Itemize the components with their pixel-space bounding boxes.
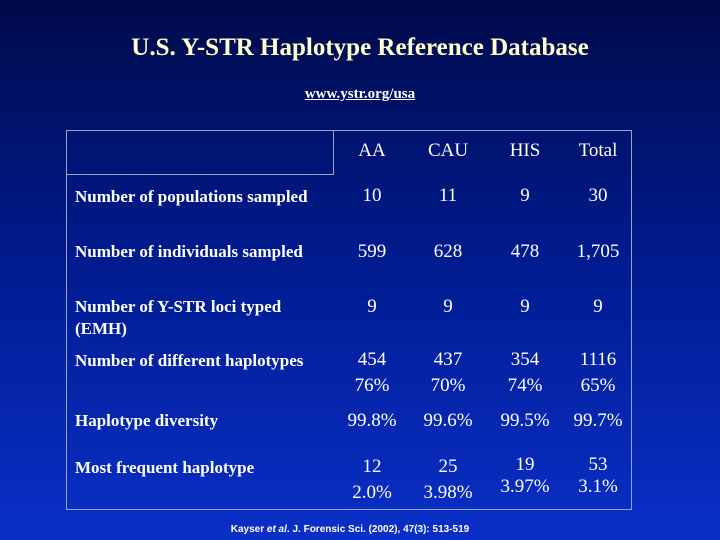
row-label-populations: Number of populations sampled bbox=[75, 187, 308, 206]
row-label-loci: Number of Y-STR loci typed (EMH) bbox=[75, 297, 282, 338]
citation-etal: et al bbox=[266, 524, 287, 535]
column-header-aa: AA bbox=[358, 140, 386, 161]
row-label-most-frequent: Most frequent haplotype bbox=[75, 458, 255, 477]
cell-most-frequent-his-pct: 3.97% bbox=[500, 476, 550, 497]
row-label-diversity: Haplotype diversity bbox=[75, 411, 219, 430]
cell-most-frequent-aa bbox=[337, 454, 407, 506]
cell-haplotypes-his-count: 354 bbox=[510, 349, 540, 370]
cell-loci-total: 9 bbox=[593, 296, 603, 317]
cell-diversity-cau: 99.6% bbox=[423, 410, 473, 431]
cell-haplotypes-his bbox=[489, 347, 561, 399]
row-label-individuals: Number of individuals sampled bbox=[75, 242, 303, 261]
cell-haplotypes-total-pct: 65% bbox=[580, 375, 616, 396]
cell-individuals-aa: 599 bbox=[357, 241, 387, 262]
citation-footer bbox=[0, 524, 700, 535]
column-header-cau: CAU bbox=[427, 140, 469, 161]
statistics-table bbox=[66, 130, 632, 510]
database-url-link[interactable]: www.ystr.org/usa bbox=[304, 86, 416, 102]
cell-haplotypes-aa bbox=[337, 347, 407, 399]
cell-loci-aa: 9 bbox=[367, 296, 377, 317]
cell-haplotypes-cau-pct: 70% bbox=[430, 375, 466, 396]
cell-most-frequent-total-count: 53 bbox=[588, 454, 608, 475]
cell-most-frequent-total bbox=[565, 454, 631, 498]
cell-haplotypes-cau bbox=[412, 347, 484, 399]
cell-populations-his: 9 bbox=[520, 185, 530, 206]
cell-diversity-aa: 99.8% bbox=[347, 410, 397, 431]
cell-most-frequent-aa-pct: 2.0% bbox=[352, 482, 392, 503]
cell-most-frequent-cau-pct: 3.98% bbox=[423, 482, 473, 503]
cell-loci-his: 9 bbox=[520, 296, 530, 317]
cell-haplotypes-total bbox=[565, 347, 631, 399]
cell-most-frequent-cau-count: 25 bbox=[438, 456, 458, 477]
cell-haplotypes-aa-count: 454 bbox=[357, 349, 387, 370]
row-label-haplotypes: Number of different haplotypes bbox=[75, 351, 304, 370]
cell-populations-total: 30 bbox=[588, 185, 608, 206]
cell-most-frequent-his bbox=[489, 454, 561, 498]
citation-author: Kayser bbox=[230, 524, 265, 535]
cell-haplotypes-his-pct: 74% bbox=[507, 375, 543, 396]
citation-reference: . J. Forensic Sci. (2002), 47(3): 513-519 bbox=[286, 524, 470, 535]
cell-populations-aa: 10 bbox=[362, 185, 382, 206]
cell-most-frequent-aa-count: 12 bbox=[362, 456, 382, 477]
cell-individuals-cau: 628 bbox=[433, 241, 463, 262]
cell-individuals-his: 478 bbox=[510, 241, 540, 262]
cell-diversity-his: 99.5% bbox=[500, 410, 550, 431]
cell-most-frequent-total-pct: 3.1% bbox=[578, 476, 618, 497]
cell-most-frequent-cau bbox=[412, 454, 484, 506]
cell-haplotypes-total-count: 1116 bbox=[579, 349, 617, 370]
cell-loci-cau: 9 bbox=[443, 296, 453, 317]
cell-most-frequent-his-count: 19 bbox=[515, 454, 535, 475]
cell-diversity-total: 99.7% bbox=[573, 410, 623, 431]
cell-populations-cau: 11 bbox=[438, 185, 458, 206]
column-header-total: Total bbox=[578, 140, 618, 161]
cell-individuals-total: 1,705 bbox=[576, 241, 620, 262]
column-header-his: HIS bbox=[509, 140, 541, 161]
cell-haplotypes-cau-count: 437 bbox=[433, 349, 463, 370]
cell-haplotypes-aa-pct: 76% bbox=[354, 375, 390, 396]
table-corner-cell bbox=[67, 131, 334, 175]
slide-title: U.S. Y-STR Haplotype Reference Database bbox=[131, 34, 589, 61]
